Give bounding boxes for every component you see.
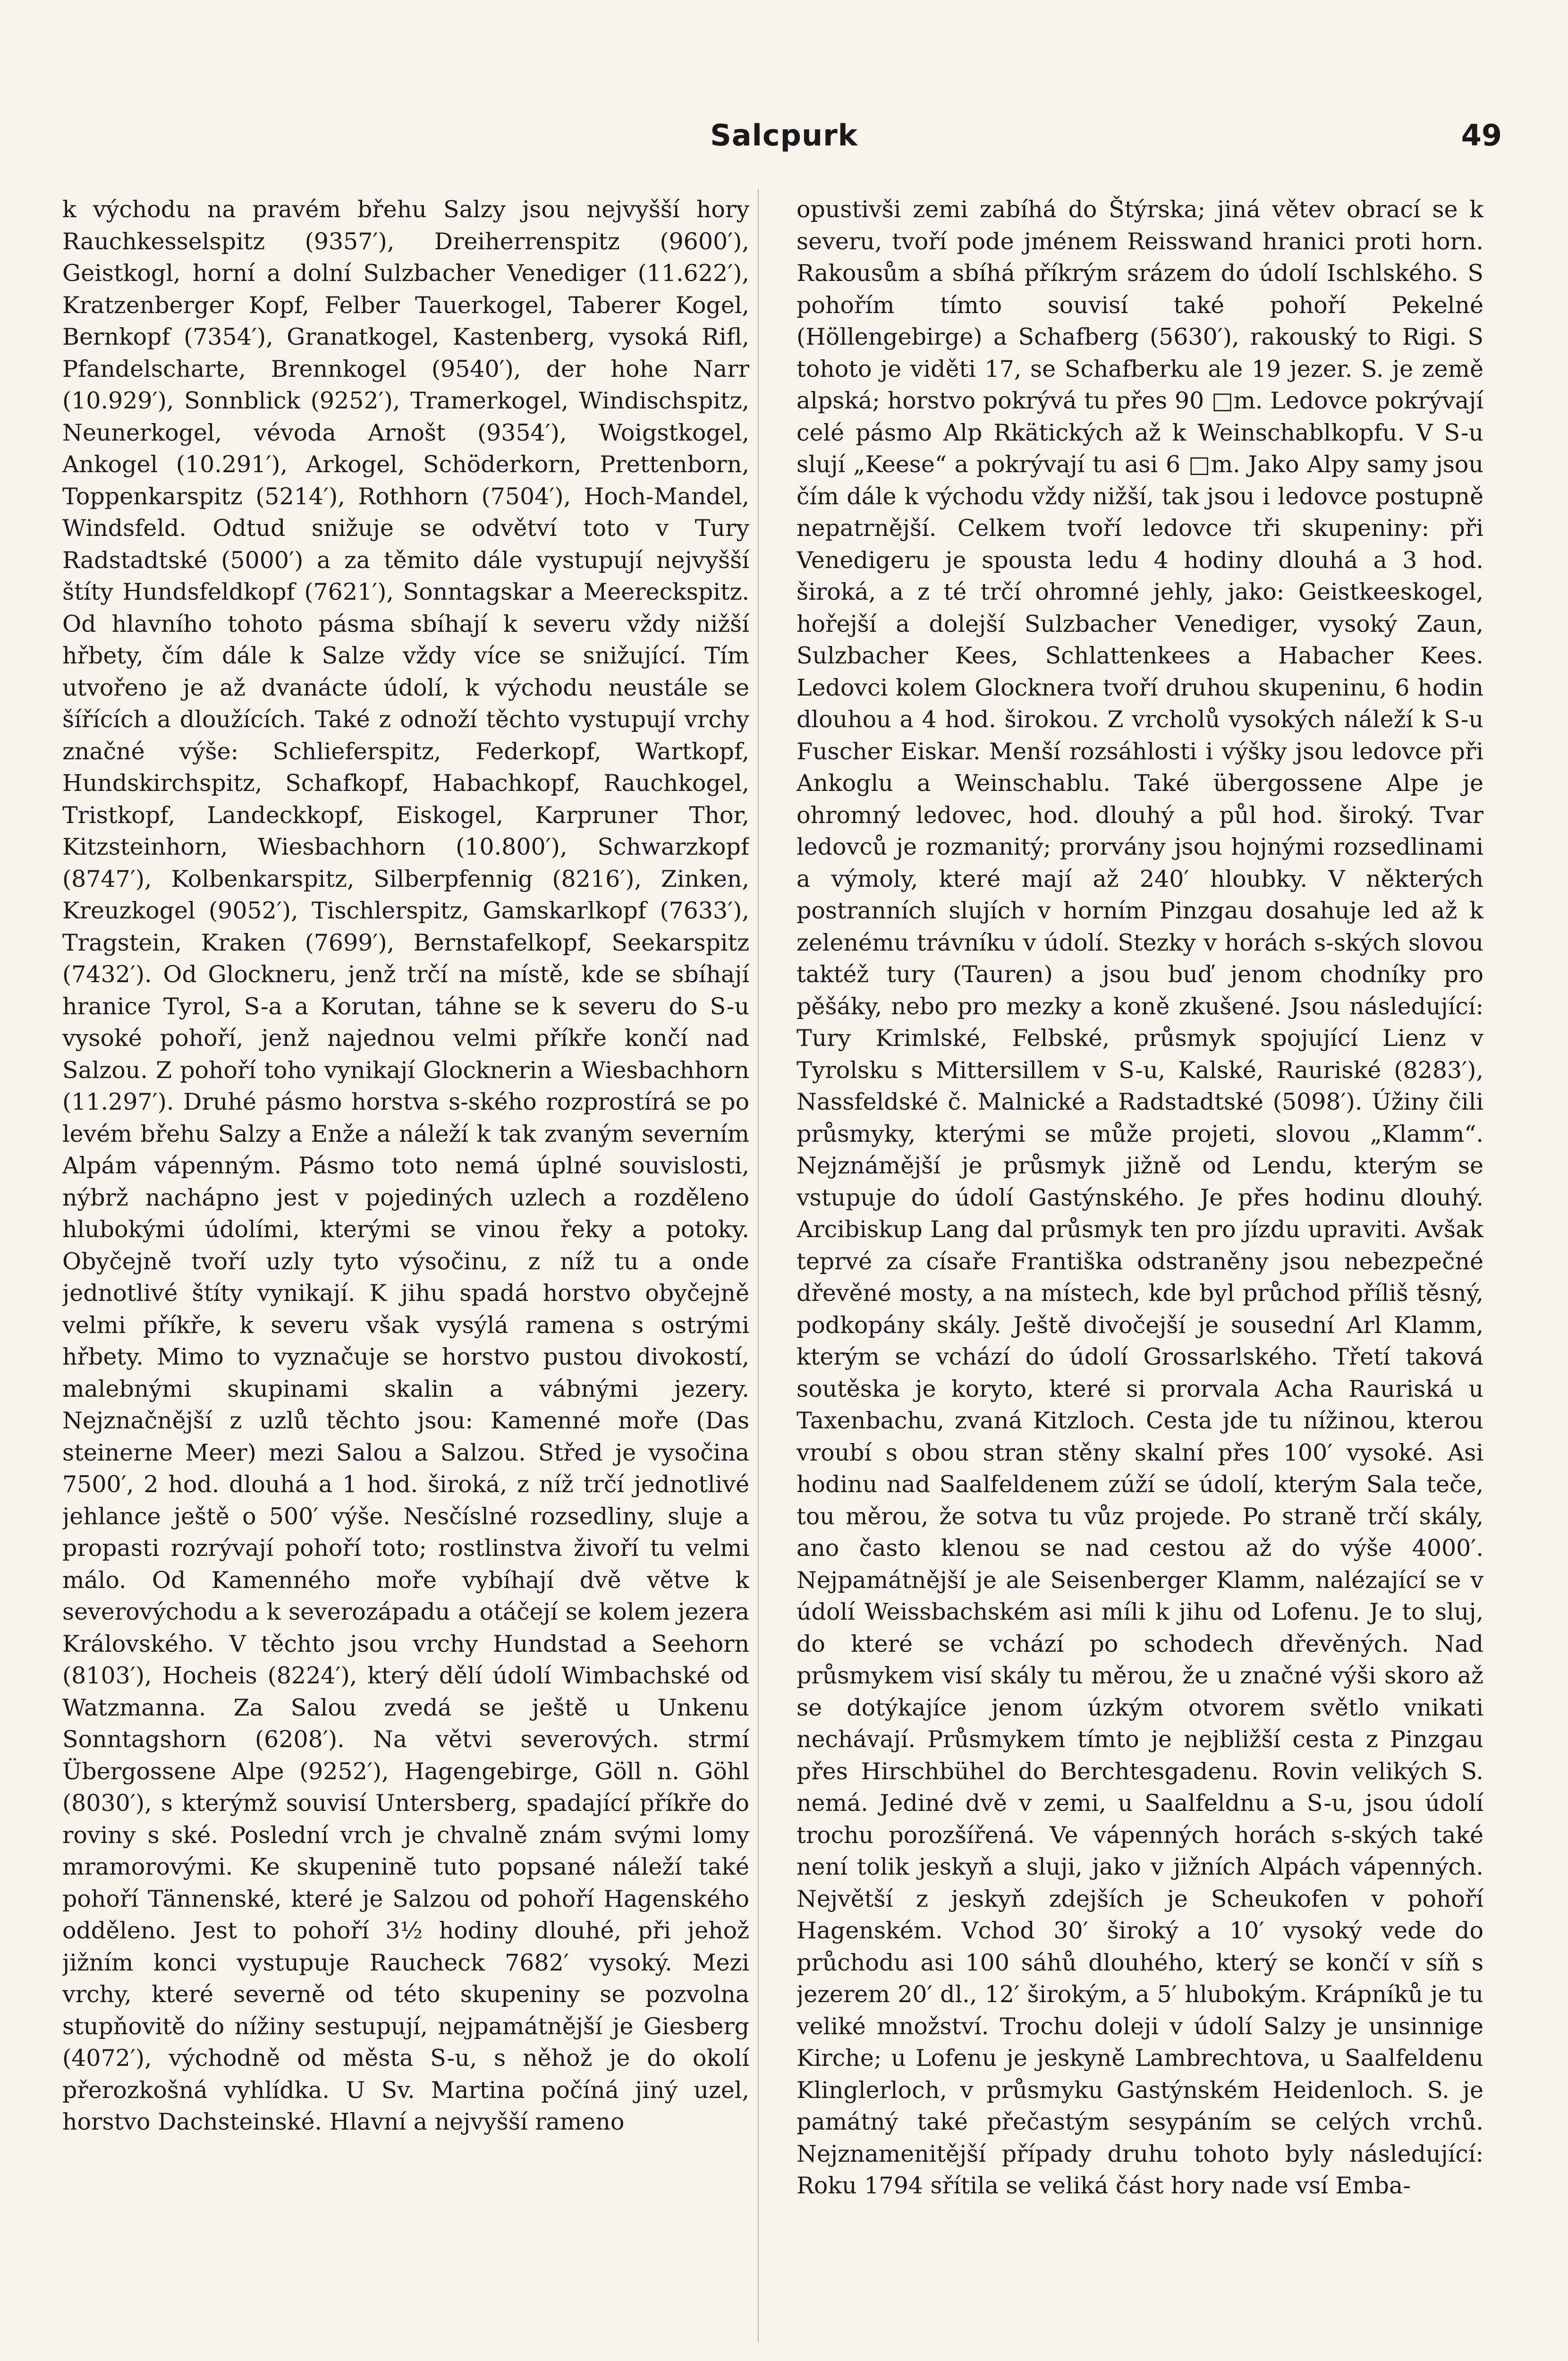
right-column [797, 194, 1483, 2347]
text-columns [62, 194, 1483, 2347]
page-number: 49 [1461, 118, 1502, 153]
left-column [62, 194, 749, 2347]
running-head [66, 118, 1502, 170]
left-column-text: k východu na pravém břehu Salzy jsou nejvyšší hory Rauchkesselspitz (9357′), Dreiherrenspitz (9600′), Geistkogl, horní a dolní Sulzbacher Venediger (11.622′), Kratzenberger Kopf, Felber Tauerkogel, Taberer Kogel, Bernkopf (7354′), Granatkogel, Kastenberg, vysoká Rifl, Pfandelscharte, Brennkogel (9540′), der hohe Narr (10.929′), Sonnblick (9252′), Tramerkogel, Windischspitz, Neunerkogel, vévoda Arnošt (9354′), Woigstkogel, Ankogel (10.291′), Arkogel, Schöderkorn, Prettenborn, Toppenkarspitz (5214′), Rothhorn (7504′), Hoch-Mandel, Windsfeld. Odtud snižuje se odvětví toto v Tury Radstadtské (5000′) a za těmito dále vystupují nejvyšší štíty Hundsfeldkopf (7621′), Sonntagskar a Meereckspitz. Od hlavního tohoto pásma sbíhají k severu vždy nižší hřbety, čím dále k Salze vždy více se snižující. Tím utvořeno je až dvanácte údolí, k východu neustále se šířících a dloužících. Také z odnoží těchto vystupují vrchy značné výše: Schlieferspitz, Federkopf, Wartkopf, Hundskirchspitz, Schafkopf, Habachkopf, Rauchkogel, Tristkopf, Landeckkopf, Eiskogel, Karpruner Thor, Kitzsteinhorn, Wiesbachhorn (10.800′), Schwarzkopf (8747′), Kolbenkarspitz, Silberpfennig (8216′), Zinken, Kreuzkogel (9052′), Tischlerspitz, Gamskarlkopf (7633′), Tragstein, Kraken (7699′), Bernstafelkopf, Seekarspitz (7432′). Od Glockneru, jenž trčí na místě, kde se sbíhají hranice Tyrol, S-a a Korutan, táhne se k severu do S-u vysoké pohoří, jenž najednou velmi příkře končí nad Salzou. Z pohoří toho vynikají Glocknerin a Wiesbachhorn (11.297′). Druhé pásmo horstva s-ského rozprostírá se po levém břehu Salzy a Enže a náleží k tak zvaným severním Alpám vápenným. Pásmo toto nemá úplné souvislosti, nýbrž nachápno jest v pojediných uzlech a rozděleno hlubokými údolími, kterými se vinou řeky a potoky. Obyčejně tvoří uzly tyto výsočinu, z níž tu a onde jednotlivé štíty vynikají. K jihu spadá horstvo obyčejně velmi příkře, k severu však vysýlá ramena s ostrými hřbety. Mimo to vyznačuje se horstvo pustou divokostí, malebnými skupinami skalin a vábnými jezery. Nejznačnější z uzlů těchto jsou: Kamenné moře (Das steinerne Meer) mezi Salou a Salzou. Střed je vysočina 7500′, 2 hod. dlouhá a 1 hod. široká, z níž trčí jednotlivé jehlance ještě o 500′ výše. Nesčíslné rozsedliny, sluje a propasti rozrývají pohoří toto; rostlinstva živoří tu velmi málo. Od Kamenného moře vybíhají dvě větve k severovýchodu a k severozápadu a otáčejí se kolem jezera Královského. V těchto jsou vrchy Hundstad a Seehorn (8103′), Hocheis (8224′), který dělí údolí Wimbachské od Watzmanna. Za Salou zvedá se ještě u Unkenu Sonntagshorn (6208′). Na větvi severových. strmí Übergossene Alpe (9252′), Hagengebirge, Göll n. Göhl (8030′), s kterýmž souvisí Untersberg, spadající příkře do roviny s ské. Poslední vrch je chvalně znám svými lomy mramorovými. Ke skupeninĕ tuto popsané náleží také pohoří Tännenské, které je Salzou od pohoří Hagenského odděleno. Jest to pohoří 3½ hodiny dlouhé, při jehož jižním konci vystupuje Raucheck 7682′ vysoký. Mezi vrchy, které severně od této skupeniny se pozvolna stupňovitě do nížiny sestupují, nejpamátnější je Giesberg (4072′), východně od města S-u, s něhož je do okolí přerozkošná vyhlídka. U Sv. Martina počíná jiný uzel, horstvo Dachsteinské. Hlavní a nejvyšší rameno [62, 196, 749, 2135]
right-column-text: opustivši zemi zabíhá do Štýrska; jiná větev obrací se k severu, tvoří pode jménem Reisswand hranici proti horn. Rakousům a sbíhá příkrým srázem do údolí Ischlského. S pohořím tímto souvisí také pohoří Pekelné (Höllengebirge) a Schafberg (5630′), rakouský to Rigi. S tohoto je viděti 17, se Schafberku ale 19 jezer. S. je země alpská; horstvo pokrývá tu přes 90 □m. Ledovce pokrývají celé pásmo Alp Rkätických až k Weinschablkopfu. V S-u slují „Keese“ a pokrývají tu asi 6 □m. Jako Alpy samy jsou čím dále k východu vždy nižší, tak jsou i ledovce postupně nepatrnější. Celkem tvoří ledovce tři skupeniny: při Venedigeru je spousta ledu 4 hodiny dlouhá a 3 hod. široká, a z té trčí ohromné jehly, jako: Geistkeeskogel, hořejší a dolejší Sulzbacher Venediger, vysoký Zaun, Sulzbacher Kees, Schlattenkees a Habacher Kees. Ledovci kolem Glocknera tvoří druhou skupeninu, 6 hodin dlouhou a 4 hod. širokou. Z vrcholů vysokých náleží k S-u Fuscher Eiskar. Menší rozsáhlosti i výšky jsou ledovce při Ankoglu a Weinschablu. Také übergossene Alpe je ohromný ledovec, hod. dlouhý a půl hod. široký. Tvar ledovců je rozmanitý; prorvány jsou hojnými rozsedlinami a výmoly, které mají až 240′ hloubky. V některých postranních slujích v horním Pinzgau dosahuje led až k zelenému trávníku v údolí. Stezky v horách s-ských slovou taktéž tury (Tauren) a jsou buď jenom chodníky pro pěšáky, nebo pro mezky a koně zkušené. Jsou následující: Tury Krimlské, Felbské, průsmyk spojující Lienz v Tyrolsku s Mittersillem v S-u, Kalské, Rauriské (8283′), Nassfeldské č. Malnické a Radstadtské (5098′). Úžiny čili průsmyky, kterými se může projeti, slovou „Klamm“. Nejznámější je průsmyk jižně od Lendu, kterým se vstupuje do údolí Gastýnského. Je přes hodinu dlouhý. Arcibiskup Lang dal průsmyk ten pro jízdu upraviti. Avšak teprvé za císaře Františka odstraněny jsou nebezpečné dřevěné mosty, a na místech, kde byl průchod příliš těsný, podkopány skály. Ještě divočejší je sousední Arl Klamm, kterým se vchází do údolí Grossarlského. Třetí taková soutěska je koryto, které si prorvala Acha Rauriská u Taxenbachu, zvaná Kitzloch. Cesta jde tu nížinou, kterou vroubí s obou stran stěny skalní přes 100′ vysoké. Asi hodinu nad Saalfeldenem zúží se údolí, kterým Sala teče, tou měrou, že sotva tu vůz projede. Po straně trčí skály, ano často klenou se nad cestou až do výše 4000′. Nejpamátnější je ale Seisenberger Klamm, nalézající se v údolí Weissbachském asi míli k jihu od Lofenu. Je to sluj, do které se vchází po schodech dřevěných. Nad průsmykem visí skály tu měrou, že u značné výši skoro až se dotýkajíce jenom úzkým otvorem světlo vnikati nechávají. Průsmykem tímto je nejbližší cesta z Pinzgau přes Hirschbühel do Berchtesgadenu. Rovin velikých S. nemá. Jediné dvě v zemi, u Saalfeldnu a S-u, jsou údolí trochu porozšířená. Ve vápenných horách s-ských také není tolik jeskyň a sluji, jako v jižních Alpách vápenných. Největší z jeskyň zdejších je Scheukofen v pohoří Hagenském. Vchod 30′ široký a 10′ vysoký vede do průchodu asi 100 sáhů dlouhého, který se končí v síň s jezerem 20′ dl., 12′ širokým, a 5′ hlubokým. Krápníků je tu veliké množství. Trochu doleji v údolí Salzy je unsinnige Kirche; u Lofenu je jeskyně Lambrechtova, u Saalfeldenu Klinglerloch, v průsmyku Gastýnském Heidenloch. S. je památný také přečastým sesypáním se celých vrchů. Nejznamenitější případy druhu tohoto byly následující: Roku 1794 sřítila se veliká část hory nade vsí Emba- [797, 196, 1483, 2199]
page-title: Salcpurk [710, 118, 858, 153]
